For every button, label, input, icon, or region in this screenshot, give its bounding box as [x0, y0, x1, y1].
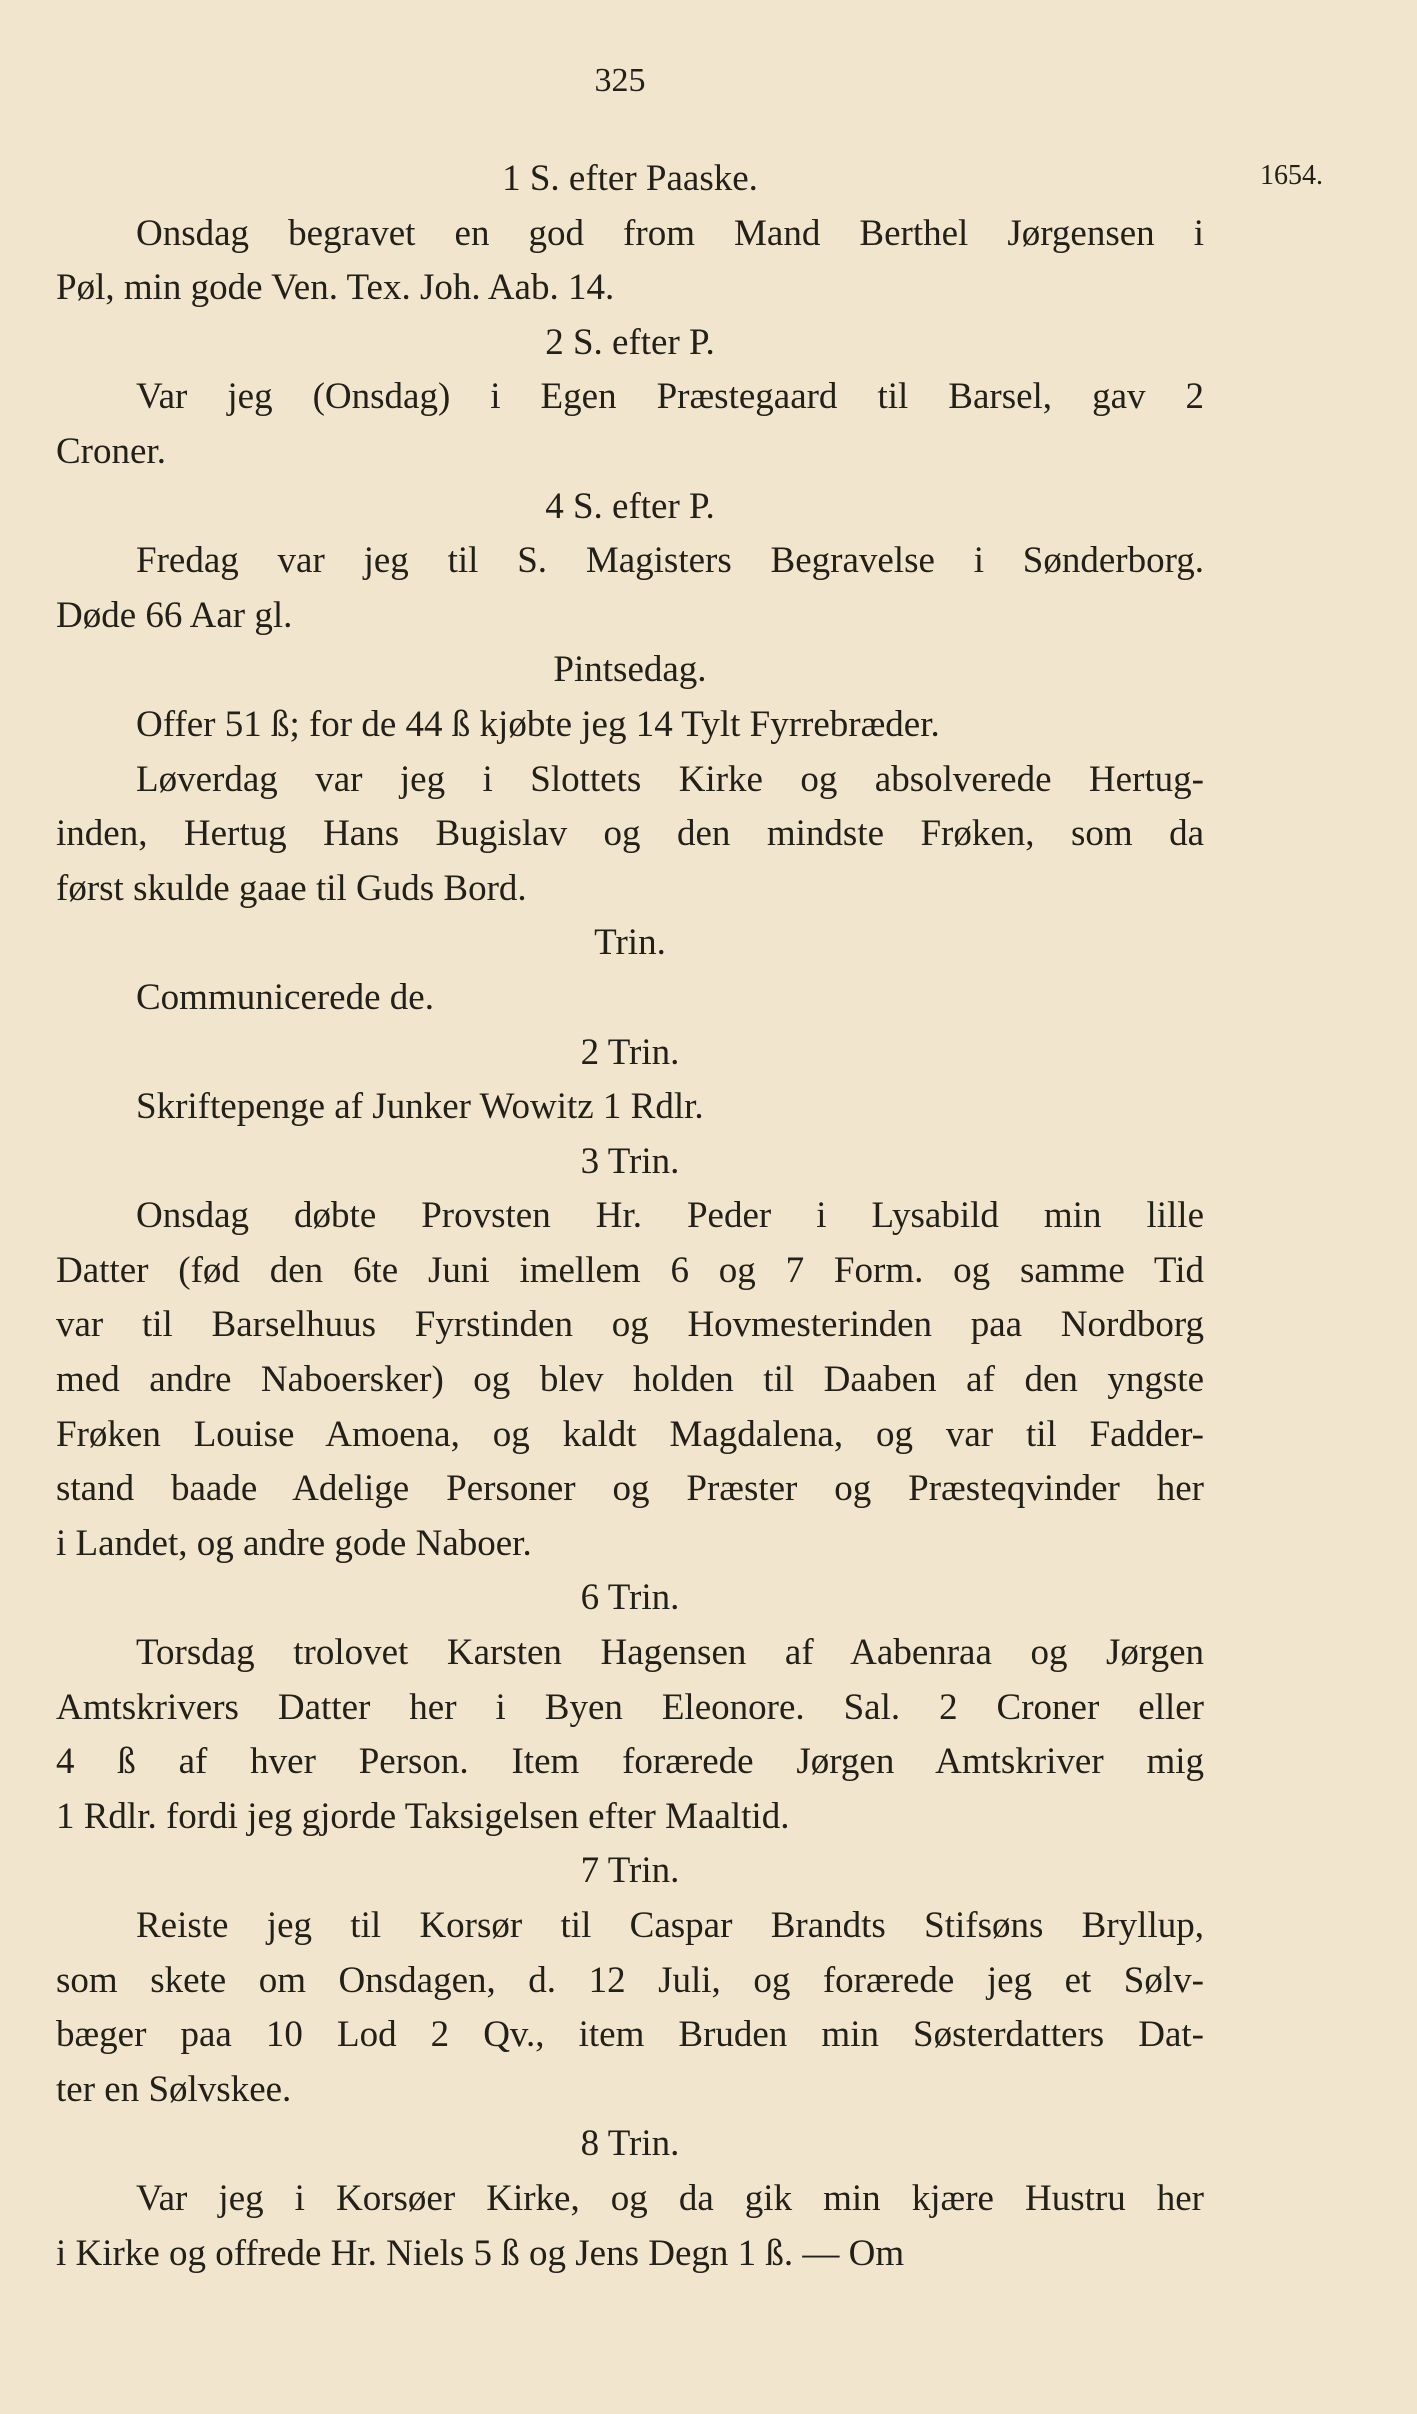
text-line: inden, Hertug Hans Bugislav og den mindste Frøken, som da	[56, 813, 1204, 855]
text-line: Reiste jeg til Korsør til Caspar Brandts Stifsøns Bryllup,	[136, 1905, 1204, 1946]
text-line: som skete om Onsdagen, d. 12 Juli, og forærede jeg et Sølv-	[56, 1959, 1204, 2001]
text-line: stand baade Adelige Personer og Præster og Præsteqvinder her	[56, 1468, 1204, 1510]
text-line: i Landet, og andre gode Naboer.	[56, 1522, 532, 1564]
text-line: Communicerede de.	[136, 976, 434, 1018]
paragraph	[56, 753, 1204, 917]
text-line: Torsdag trolovet Karsten Hagensen af Aabenraa og Jørgen	[136, 1632, 1204, 1674]
text-line: ter en Sølvskee.	[56, 2068, 292, 2110]
paragraph	[56, 207, 1204, 316]
section-heading: Trin.	[594, 922, 666, 964]
text-line: først skulde gaae til Guds Bord.	[56, 867, 527, 909]
section-heading: 6 Trin.	[580, 1577, 680, 1619]
text-line: Var jeg (Onsdag) i Egen Præstegaard til Barsel, gav 2	[136, 376, 1204, 418]
section-heading: Pintsedag.	[553, 649, 707, 691]
text-line: Offer 51 ß; for de 44 ß kjøbte jeg 14 Tylt Fyrrebræder.	[136, 703, 940, 745]
text-line: Onsdag begravet en god from Mand Berthel Jørgensen i	[136, 212, 1204, 254]
text-line: i Kirke og offrede Hr. Niels 5 ß og Jens Degn 1 ß. — Om	[56, 2232, 905, 2274]
paragraph	[56, 1899, 1204, 2117]
text-line: Døde 66 Aar gl.	[56, 594, 293, 636]
text-line: Løverdag var jeg i Slottets Kirke og absolverede Hertug-	[136, 758, 1204, 800]
text-line: Croner.	[56, 430, 166, 472]
text-line: Onsdag døbte Provsten Hr. Peder i Lysabild min lille	[136, 1195, 1204, 1237]
section-heading: 2 S. efter P.	[545, 321, 715, 363]
text-line: Pøl, min gode Ven. Tex. Joh. Aab. 14.	[56, 267, 615, 309]
section-heading: 1 S. efter Paaske.	[502, 158, 758, 199]
section-heading: 7 Trin.	[580, 1850, 680, 1892]
text-line: Amtskrivers Datter her i Byen Eleonore. Sal. 2 Croner eller	[56, 1686, 1204, 1728]
text-line: 1 Rdlr. fordi jeg gjorde Taksigelsen efter Maaltid.	[56, 1795, 790, 1837]
page-number: 325	[594, 62, 646, 99]
text-line: med andre Naboersker) og blev holden til Daaben af den yngste	[56, 1359, 1204, 1401]
paragraph	[56, 698, 1204, 753]
paragraph	[56, 1626, 1204, 1844]
paragraph	[56, 971, 1204, 1026]
text-line: 4 ß af hver Person. Item forærede Jørgen Amtskriver mig	[56, 1741, 1204, 1783]
section-heading: 8 Trin.	[580, 2123, 680, 2165]
section-heading: 2 Trin.	[580, 1031, 680, 1073]
paragraph	[56, 2172, 1204, 2281]
section-heading: 3 Trin.	[580, 1140, 680, 1182]
text-line: bæger paa 10 Lod 2 Qv., item Bruden min Søsterdatters Dat-	[56, 2014, 1204, 2056]
paragraph	[56, 1080, 1204, 1135]
text-line: Frøken Louise Amoena, og kaldt Magdalena, og var til Fadder-	[56, 1413, 1204, 1455]
text-line: Var jeg i Korsøer Kirke, og da gik min kjære Hustru her	[136, 2177, 1204, 2219]
text-line: var til Barselhuus Fyrstinden og Hovmesterinden paa Nordborg	[56, 1304, 1204, 1346]
text-column	[56, 152, 1204, 2281]
text-line: Datter (fød den 6te Juni imellem 6 og 7 Form. og samme Tid	[56, 1249, 1204, 1291]
paragraph	[56, 534, 1204, 643]
paragraph	[56, 1189, 1204, 1571]
paragraph	[56, 370, 1204, 479]
text-line: Fredag var jeg til S. Magisters Begravelse i Sønderborg.	[136, 540, 1204, 582]
margin-year: 1654.	[1260, 160, 1323, 191]
text-line: Skriftepenge af Junker Wowitz 1 Rdlr.	[136, 1086, 704, 1128]
section-heading: 4 S. efter P.	[545, 485, 715, 527]
